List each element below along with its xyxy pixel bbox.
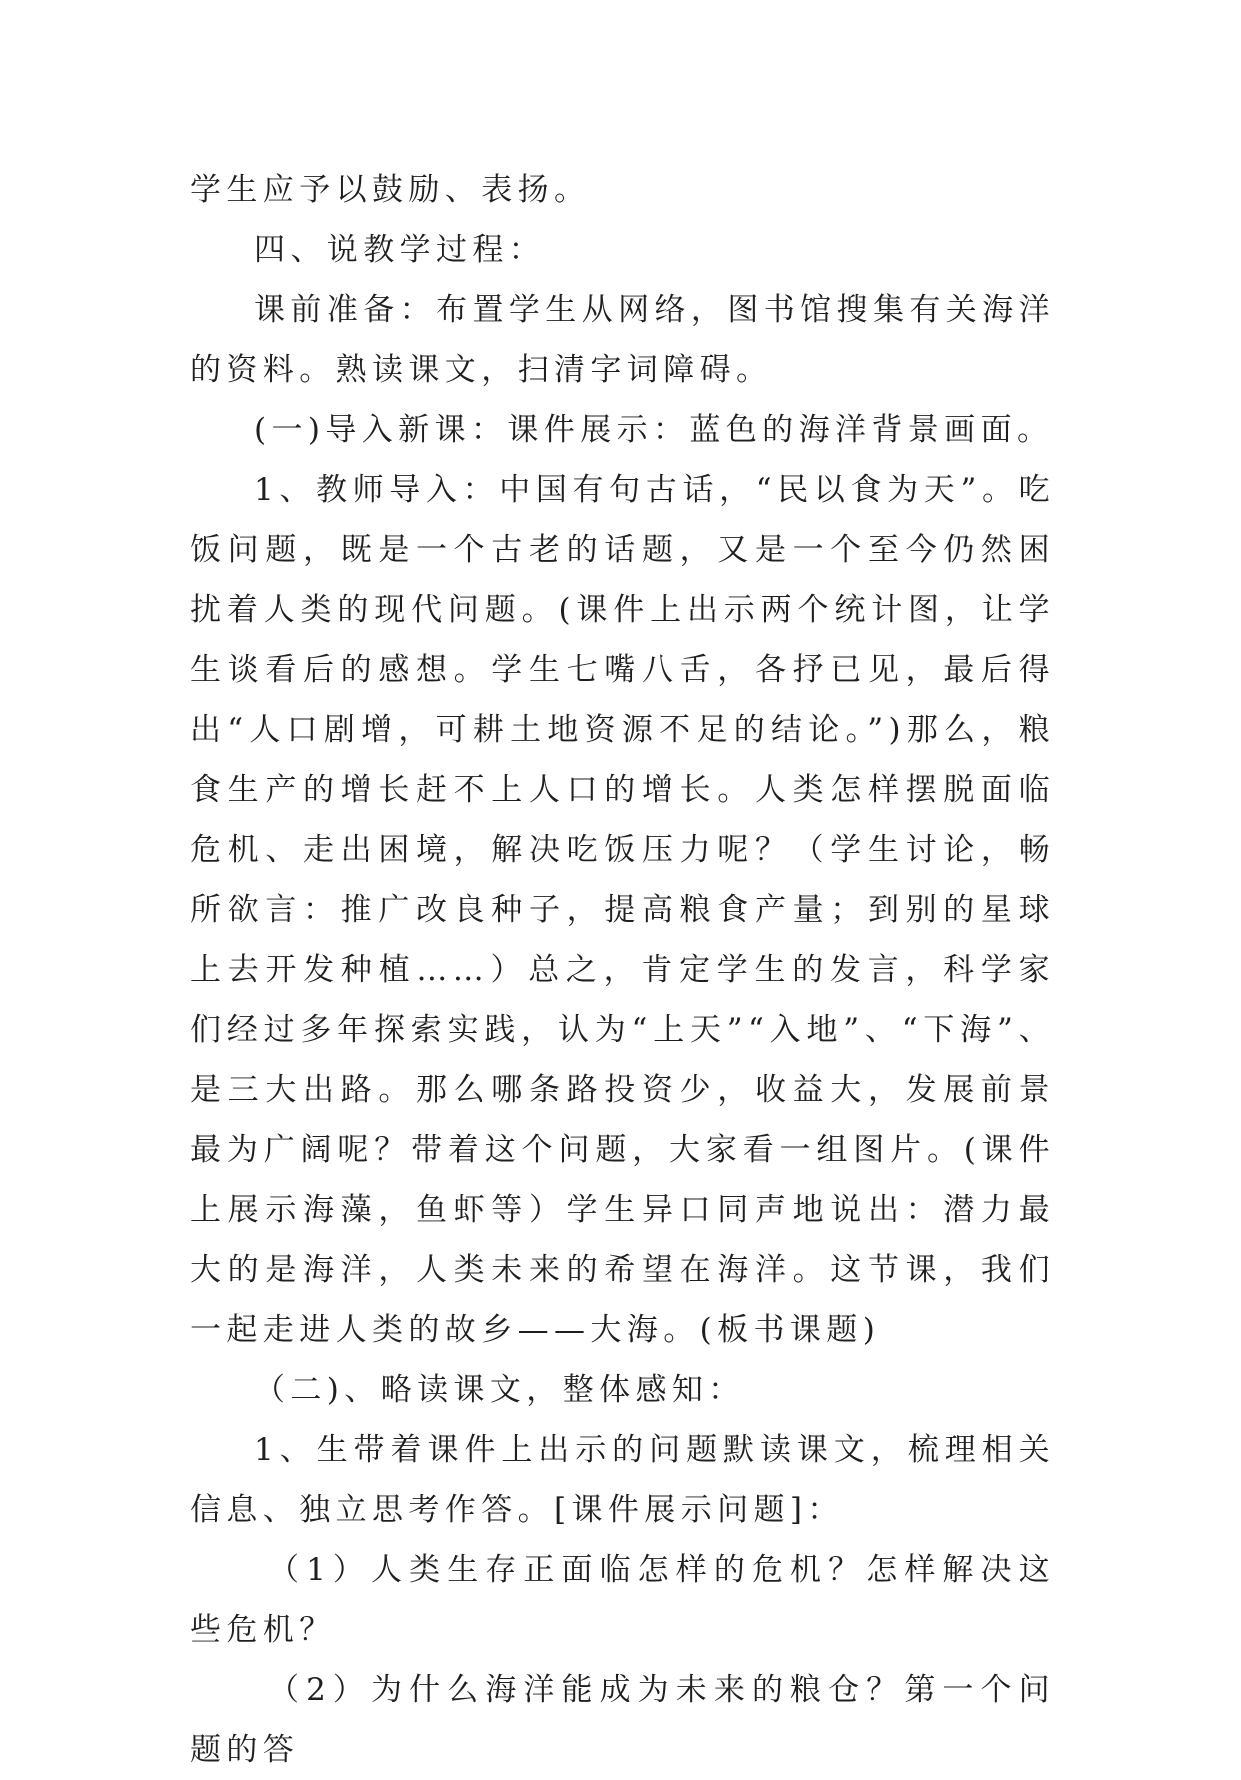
- heading-introduction: (一)导入新课：课件展示：蓝色的海洋背景画面。: [254, 412, 1054, 448]
- question-2: （2）为什么海洋能成为未来的粮仓？第一个问题的答: [190, 1672, 1055, 1768]
- paragraph-silent-reading: 1、生带着课件上出示的问题默读课文，梳理相关信息、独立思考作答。[课件展示问题]：: [190, 1432, 1055, 1528]
- heading-teaching-process: 四、说教学过程：: [254, 232, 546, 268]
- paragraph-teacher-intro: 1、教师导入：中国有句古话，“民以食为天”。吃饭问题，既是一个古老的话题，又是一个至今仍然困扰着人类的现代问题。(课件上出示两个统计图，让学生谈看后的感想。学生七嘴八舌，各抒已见，最后得出“人口剧增，可耕土地资源不足的结论。”)那么，粮食生产的增长赶不上人口的增长。人类怎样摆脱面临危机、走出困境，解决吃饭压力呢？（学生讨论，畅所欲言：推广改良种子，提高粮食产量；到别的星球上去开发种植……）总之，肯定学生的发言，科学家们经过多年探索实践，认为“上天”“入地”、“下海”、是三大出路。那么哪条路投资少，收益大，发展前景最为广阔呢？带着这个问题，大家看一组图片。(课件上展示海藻，鱼虾等）学生异口同声地说出：潜力最大的是海洋，人类未来的希望在海洋。这节课，我们一起走进人类的故乡——大海。(板书课题): [190, 472, 1055, 1348]
- document-body: [190, 160, 1055, 1780]
- paragraph-preparation: 课前准备：布置学生从网络，图书馆搜集有关海洋的资料。熟读课文，扫清字词障碍。: [190, 292, 1055, 388]
- heading-skim-reading: （二)、略读课文，整体感知：: [254, 1372, 745, 1408]
- paragraph-encourage: 学生应予以鼓励、表扬。: [190, 172, 591, 208]
- question-1: （1）人类生存正面临怎样的危机？怎样解决这些危机？: [190, 1552, 1055, 1648]
